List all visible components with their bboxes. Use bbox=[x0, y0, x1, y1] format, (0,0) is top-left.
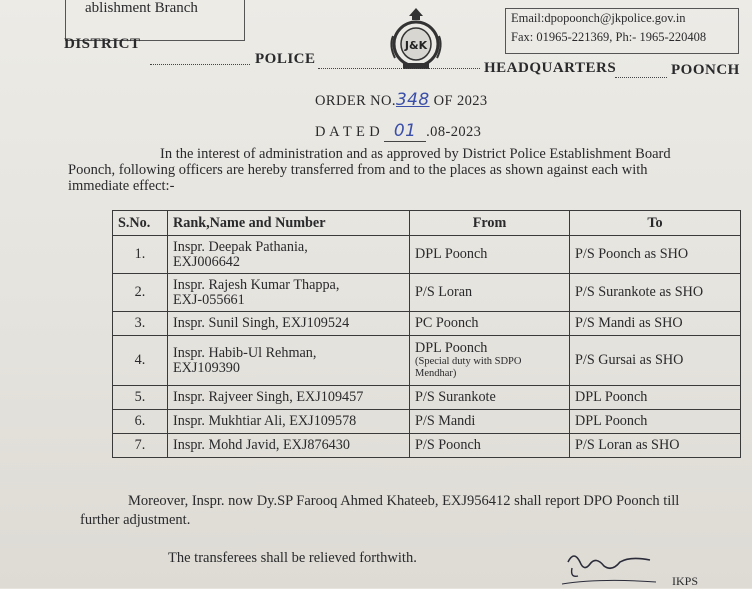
order-number: 348 bbox=[395, 90, 430, 110]
jk-police-emblem-icon bbox=[387, 6, 445, 70]
table-row: 4. Inspr. Habib-Ul Rehman, EXJ109390 DPL Poonch (Special duty with SDPO Mendhar) P/S Gursai as SHO bbox=[113, 336, 741, 386]
email-text: Email:dpopoonch@jkpolice.gov.in bbox=[511, 11, 686, 25]
dated-line: D A T E D 01 .08-2023 bbox=[315, 121, 482, 141]
signature-caption: IKPS bbox=[672, 574, 699, 588]
order-number-line: ORDER NO.348 OF 2023 bbox=[315, 90, 488, 110]
poonch-heading: POONCH bbox=[671, 62, 740, 78]
intro-line-2: Poonch, following officers are hereby transferred from and to the places as shown against each with bbox=[68, 162, 648, 178]
table-row: 6. Inspr. Mukhtiar Ali, EXJ109578 P/S Mandi DPL Poonch bbox=[113, 410, 741, 434]
district-heading: DISTRICT bbox=[64, 36, 141, 52]
table-row: 5. Inspr. Rajveer Singh, EXJ109457 P/S Surankote DPL Poonch bbox=[113, 386, 741, 410]
moreover-line-1: Moreover, Inspr. now Dy.SP Farooq Ahmed Khateeb, EXJ956412 shall report DPO Poonch till bbox=[128, 493, 680, 509]
intro-line-1: In the interest of administration and as approved by District Police Establishment Board bbox=[160, 146, 671, 162]
table-header-row bbox=[113, 211, 741, 236]
table-row: 2. Inspr. Rajesh Kumar Thappa, EXJ-055661 P/S Loran P/S Surankote as SHO bbox=[113, 274, 741, 312]
table-row: 7. Inspr. Mohd Javid, EXJ876430 P/S Poonch P/S Loran as SHO bbox=[113, 434, 741, 458]
police-heading: POLICE bbox=[255, 51, 316, 67]
svg-text:J&K: J&K bbox=[404, 39, 428, 52]
contact-box bbox=[505, 8, 739, 54]
transfer-table bbox=[112, 210, 741, 458]
branch-label: ablishment Branch bbox=[85, 0, 198, 16]
table-row: 1. Inspr. Deepak Pathania, EXJ006642 DPL Poonch P/S Poonch as SHO bbox=[113, 236, 741, 274]
signature-icon bbox=[560, 548, 670, 588]
dated-day: 01 bbox=[384, 121, 426, 142]
table-row: 3. Inspr. Sunil Singh, EXJ109524 PC Poonch P/S Mandi as SHO bbox=[113, 312, 741, 336]
headquarters-heading: HEADQUARTERS bbox=[484, 60, 617, 76]
moreover-line-2: further adjustment. bbox=[80, 512, 191, 528]
header-from: From bbox=[410, 211, 570, 236]
fax-text: Fax: 01965-221369, Ph:- 1965-220408 bbox=[511, 30, 707, 44]
intro-line-3: immediate effect:- bbox=[68, 178, 175, 194]
relieved-line: The transferees shall be relieved forthwith. bbox=[168, 550, 417, 566]
header-name: Rank,Name and Number bbox=[168, 211, 410, 236]
header-sno: S.No. bbox=[113, 211, 168, 236]
header-to: To bbox=[570, 211, 741, 236]
